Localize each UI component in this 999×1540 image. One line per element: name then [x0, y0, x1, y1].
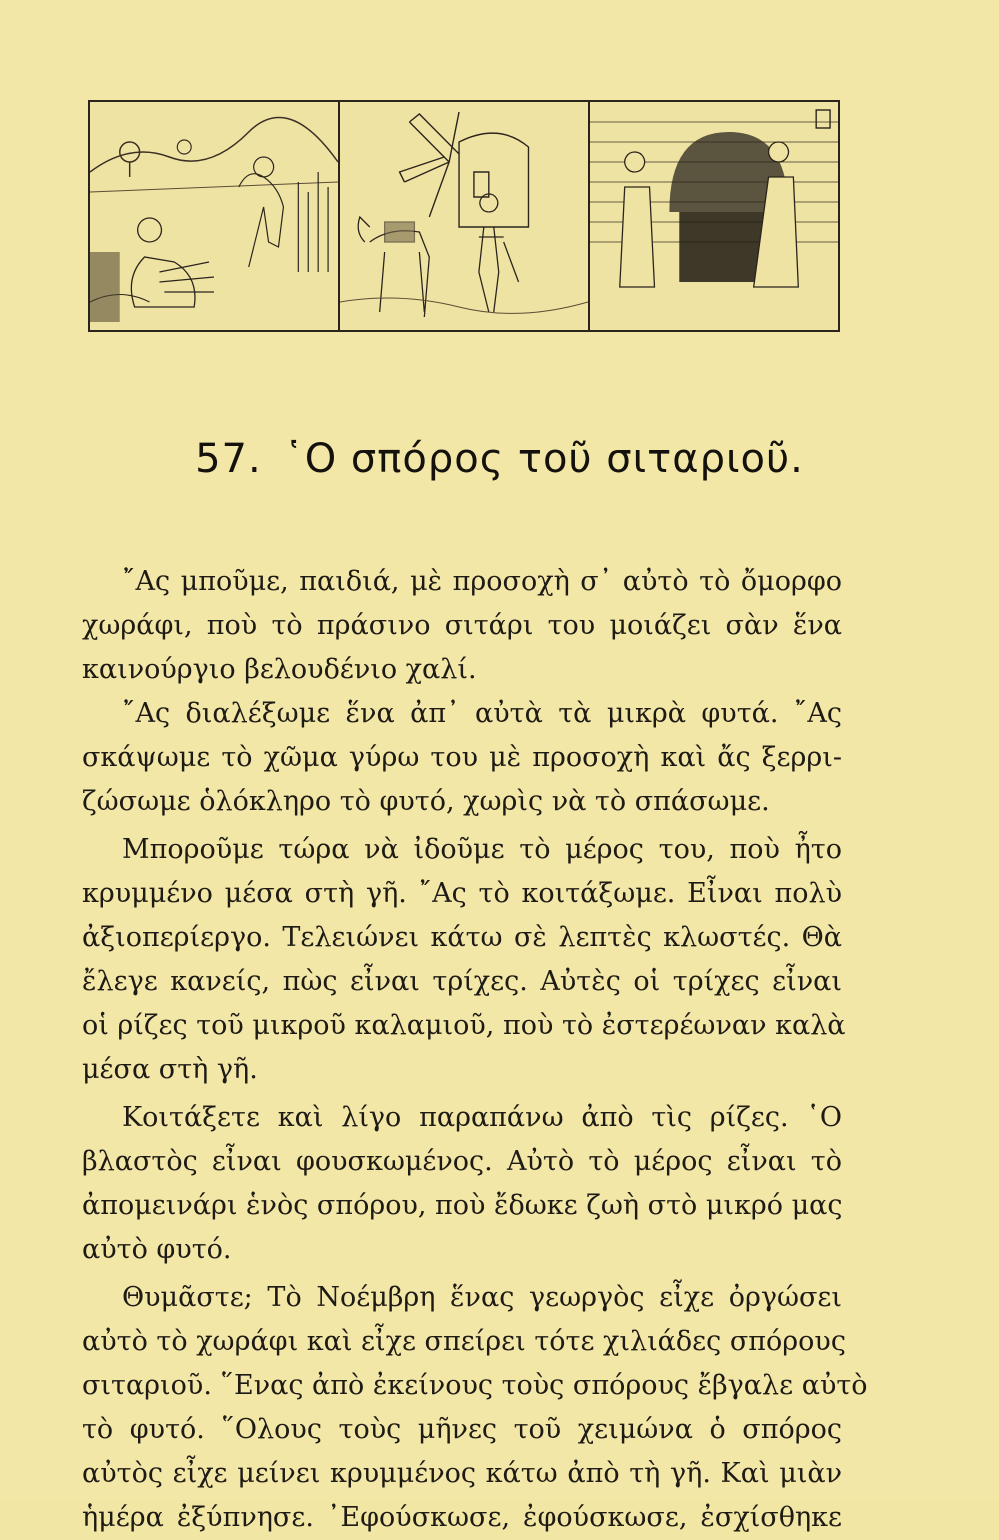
- text-line: Κοιτάξετε καὶ λίγο παραπάνω ἀπὸ τὶς ρίζες. ῾Ο: [122, 1102, 842, 1133]
- text-line: μέσα στὴ γῆ.: [82, 1054, 258, 1085]
- chapter-title-text: ῾Ο σπόρος τοῦ σιταριοῦ.: [283, 436, 804, 482]
- text-line: ζώσωμε ὁλόκληρο τὸ φυτό, χωρὶς νὰ τὸ σπάσωμε.: [82, 786, 770, 817]
- paragraph-3: [82, 828, 846, 1092]
- text-line: σκάψωμε τὸ χῶμα γύρω του μὲ προσοχὴ καὶ ἄς ξερρι-: [82, 742, 842, 773]
- body-text: [82, 560, 868, 1540]
- text-line: οἱ ρίζες τοῦ μικροῦ καλαμιοῦ, ποὺ τὸ ἐστερέωναν καλὰ: [82, 1010, 846, 1041]
- chapter-title: [0, 436, 999, 482]
- text-line: βλαστὸς εἶναι φουσκωμένος. Αὐτὸ τὸ μέρος εἶναι τὸ: [82, 1146, 842, 1177]
- paragraph-4: [82, 1096, 842, 1272]
- text-line: ἀξιοπερίεργο. Τελειώνει κάτω σὲ λεπτὲς κλωστές. Θὰ: [82, 922, 842, 953]
- windmill-scene-image: [340, 102, 590, 330]
- text-line: ἡμέρα ἐξύπνησε. ᾿Εφούσκωσε, ἐφούσκωσε, ἐσχίσθηκε: [82, 1502, 842, 1533]
- text-line: τὸ φυτό. ῞Ολους τοὺς μῆνες τοῦ χειμώνα ὁ σπόρος: [82, 1414, 842, 1445]
- text-line: καινούργιο βελουδένιο χαλί.: [82, 654, 477, 685]
- text-line: ῎Ας μποῦμε, παιδιά, μὲ προσοχὴ σ᾿ αὐτὸ τὸ ὄμορφο: [122, 566, 842, 597]
- text-line: κρυμμένο μέσα στὴ γῆ. ῎Ας τὸ κοιτάξωμε. Εἶναι πολὺ: [82, 878, 842, 909]
- chapter-illustration: [88, 100, 840, 332]
- text-line: αὐτὸ φυτό.: [82, 1234, 232, 1265]
- text-line: αὐτὸ τὸ χωράφι καὶ εἶχε σπείρει τότε χιλιάδες σπόρους: [82, 1326, 846, 1357]
- paragraph-2: [82, 692, 842, 824]
- text-line: ἔλεγε κανείς, πὼς εἶναι τρίχες. Αὐτὲς οἱ τρίχες εἶναι: [82, 966, 842, 997]
- text-line: σιταριοῦ. ῞Ενας ἀπὸ ἐκείνους τοὺς σπόρους ἔβγαλε αὐτὸ: [82, 1370, 868, 1401]
- text-line: ἀπομεινάρι ἑνὸς σπόρου, ποὺ ἔδωκε ζωὴ στὸ μικρό μας: [82, 1190, 843, 1221]
- paragraph-5: [82, 1276, 868, 1540]
- text-line: χωράφι, ποὺ τὸ πράσινο σιτάρι του μοιάζει σὰν ἕνα: [82, 610, 842, 641]
- bakery-scene-image: [590, 102, 838, 330]
- chapter-number: 57.: [195, 436, 262, 482]
- text-line: ῎Ας διαλέξωμε ἕνα ἀπ᾿ αὐτὰ τὰ μικρὰ φυτά. ῎Ας: [122, 698, 842, 729]
- paragraph-1: [82, 560, 842, 692]
- harvest-scene-image: [90, 102, 340, 330]
- text-line: αὐτὸς εἶχε μείνει κρυμμένος κάτω ἀπὸ τὴ γῆ. Καὶ μιὰν: [82, 1458, 842, 1489]
- text-line: Μποροῦμε τώρα νὰ ἰδοῦμε τὸ μέρος του, ποὺ ἦτο: [122, 834, 842, 865]
- text-line: Θυμᾶστε; Τὸ Νοέμβρη ἕνας γεωργὸς εἶχε ὀργώσει: [122, 1282, 842, 1313]
